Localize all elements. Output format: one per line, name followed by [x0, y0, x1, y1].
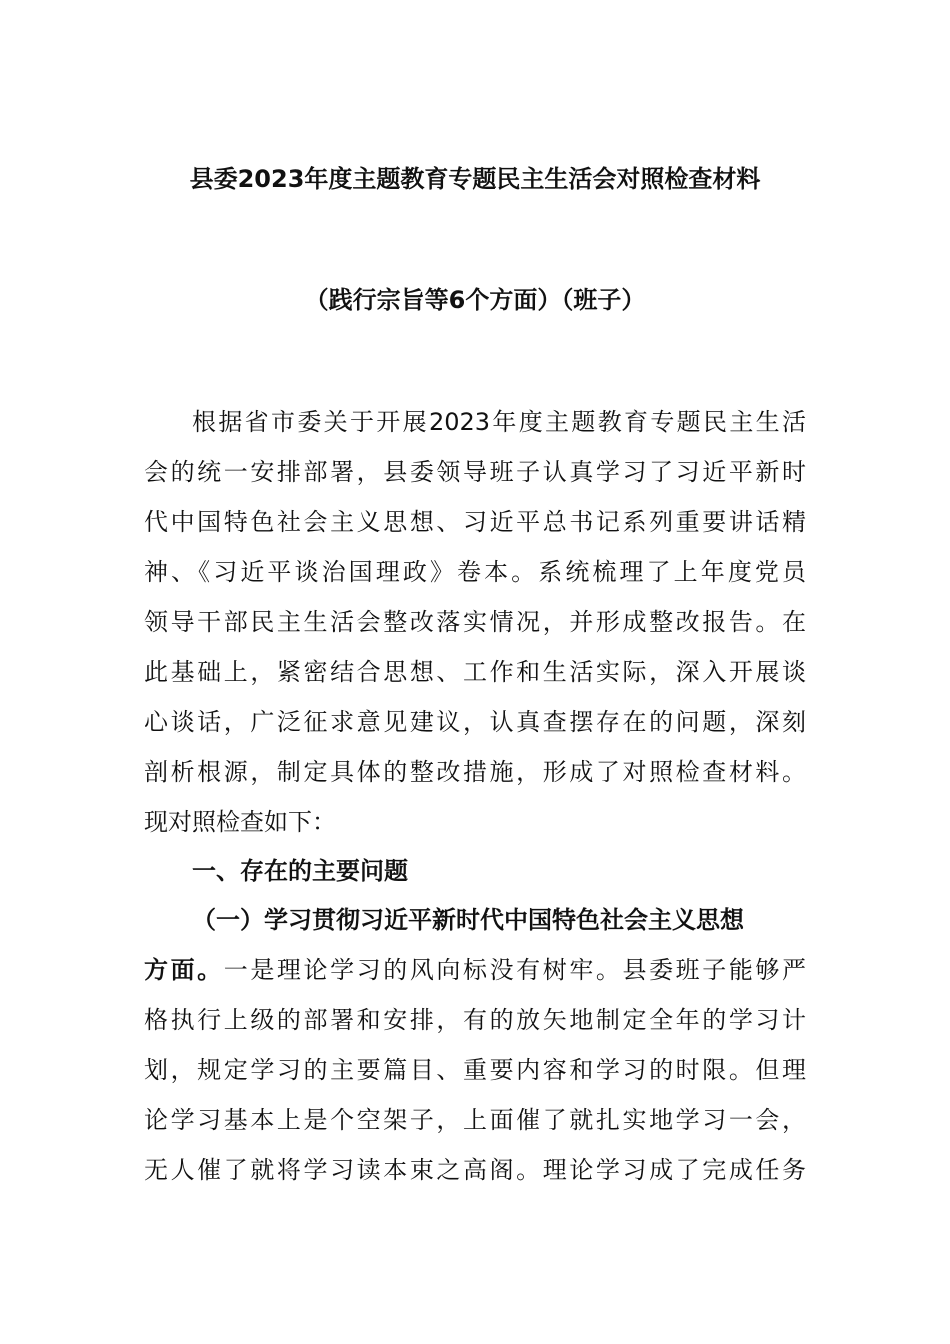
subsection-heading: （一）学习贯彻习近平新时代中国特色社会主义思想: [192, 906, 744, 934]
body-line: 格执行上级的部署和安排，有的放矢地制定全年的学习计: [144, 1006, 806, 1034]
document-subtitle: （践行宗旨等6个方面）（班子）: [304, 286, 646, 314]
body-line: 论学习基本上是个空架子，上面催了就扎实地学习一会，: [144, 1106, 806, 1134]
body-line: 划，规定学习的主要篇目、重要内容和学习的时限。但理: [144, 1056, 806, 1084]
intro-line: 剖析根源，制定具体的整改措施，形成了对照检查材料。: [144, 758, 806, 786]
intro-line: 现对照检查如下：: [144, 808, 336, 836]
intro-line: 神、《习近平谈治国理政》卷本。系统梳理了上年度党员: [144, 558, 806, 586]
document-title: 县委2023年度主题教育专题民主生活会对照检查材料: [189, 165, 761, 193]
body-line: 无人催了就将学习读本束之高阁。理论学习成了完成任务: [144, 1156, 806, 1184]
intro-line: 根据省市委关于开展2023年度主题教育专题民主生活: [192, 408, 806, 436]
intro-line: 此基础上，紧密结合思想、工作和生活实际，深入开展谈: [144, 658, 806, 686]
section-heading: 一、存在的主要问题: [192, 857, 408, 885]
intro-line: 领导干部民主生活会整改落实情况，并形成整改报告。在: [144, 608, 806, 636]
subsection-first-line: [144, 952, 806, 988]
intro-line: 心谈话，广泛征求意见建议，认真查摆存在的问题，深刻: [144, 708, 806, 736]
subsection-heading-end: 方面。: [144, 956, 224, 984]
intro-line: 会的统一安排部署，县委领导班子认真学习了习近平新时: [144, 458, 806, 486]
subsection-text: 一是理论学习的风向标没有树牢。县委班子能够严: [223, 956, 806, 984]
intro-line: 代中国特色社会主义思想、习近平总书记系列重要讲话精: [144, 508, 806, 536]
